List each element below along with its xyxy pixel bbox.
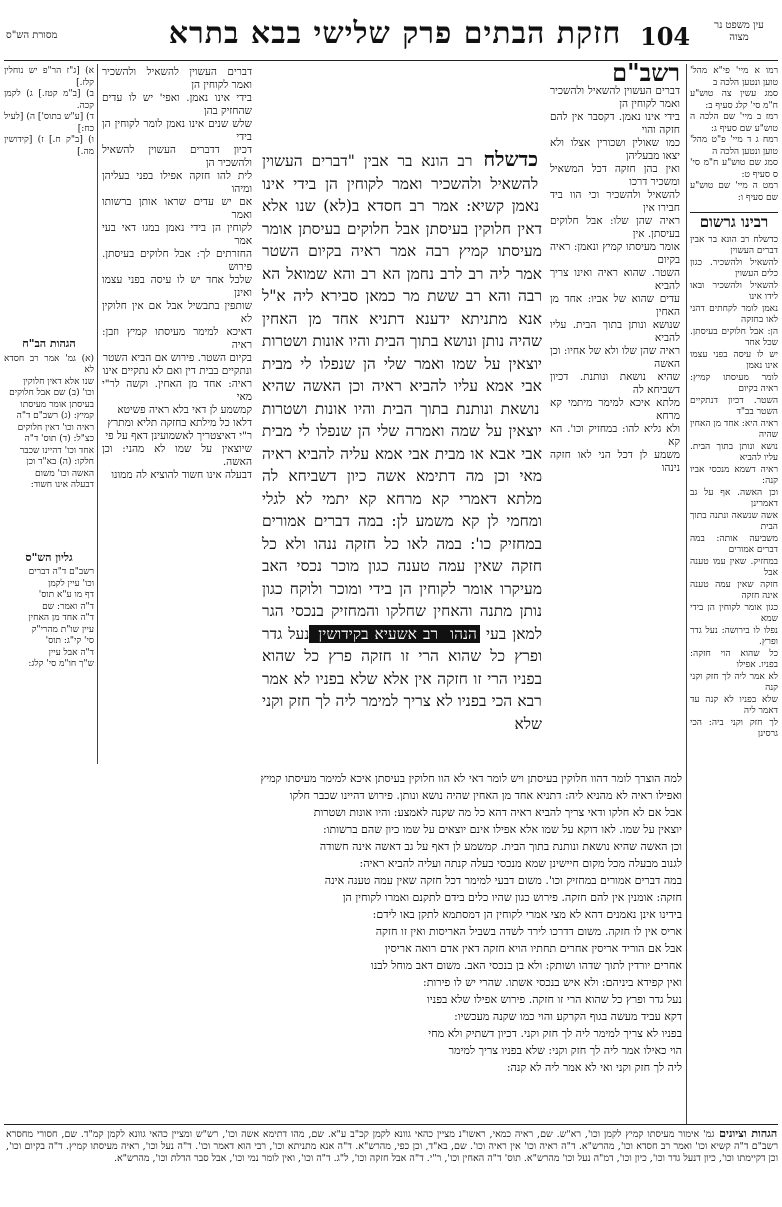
ein-mishpat-line: סמג שם טוש"ע ח"מ סי' ס סעיף ט: xyxy=(690,158,778,180)
gilyon-line: סי' קי"ג: תוס' xyxy=(45,636,94,646)
tosafot-line: ר"י דאיצטריך לאשמועינן דאף על פי xyxy=(105,430,252,442)
rabbeinu-line: במחזיק. שאין עמו טענה אבל xyxy=(690,556,778,578)
rashi-column xyxy=(550,58,680,766)
lower-commentary-line: חזקה: אומנין אין להם חזקה. פירוש כגון שהיו כלים בידם לתקנם ואמרו לקוחין הן xyxy=(342,891,682,904)
gemara-line: כגון נותן מתנה והאחין שחלקו והמחזיק xyxy=(262,579,543,620)
gemara-main-text xyxy=(262,147,543,733)
hagahot-line: האשה וכו' משום xyxy=(35,468,94,479)
gemara-line: שמואל הא רבה והא רב ששת מר כמאן xyxy=(262,264,542,305)
rashi-line: להשאיל ולהשכיר וכי הוו ביד חבירו אין xyxy=(550,189,680,214)
rashi-line: ראיה שהן שלו ולא של אחיו: וכן האשה xyxy=(550,345,680,370)
gemara-line: מבית אבי אבא או מבית אבי אמא עליה xyxy=(262,422,543,463)
hagahot-line: כצ"ל: (ד) תוס' ד"ה xyxy=(24,434,94,444)
lower-commentary-line: ליה לך חזק וקני ואי לא אמר ליה לא קנה: xyxy=(506,1061,682,1074)
gemara-line: אומר לקוחין הן בידי ומוכר ולוקח xyxy=(282,579,493,598)
hagahot-line: אחד וכו' דהיינו שכבר xyxy=(19,445,94,456)
ein-mishpat-column xyxy=(690,66,778,1126)
rabbeinu-line: נושא ונותן בתוך הבית. עליו להביא xyxy=(690,441,778,463)
rabbeinu-gershom-title: רבינו גרשום xyxy=(699,213,769,231)
tosafot-line: שיוצאין על שמו לא מהני: וכן האשה. xyxy=(102,443,252,468)
gemara-line: פרץ כל שהוא בפניו הרי זו חזקה xyxy=(262,647,542,688)
tosafot-line: לקוחין הן בידי נאמן במגו דאי בעי אמר xyxy=(102,222,252,247)
gemara-line: אומר מעיסתו קמיץ רבה אמר ראיה בקיום xyxy=(262,219,542,260)
gilyon-line: עיין שו"ת מהרי"ק xyxy=(31,624,94,635)
rashi-line: אומר מעיסתו קמיץ ונאמן: ראיה בקיום xyxy=(550,241,680,266)
ein-mishpat-line: רמח ג ד מיי' פ"ט מהל' טוען ונטען הלכה ה xyxy=(690,135,778,157)
rabbeinu-line: לומר מעיסתו קמיץ: ראיה בקיום xyxy=(690,372,778,394)
ein-mishpat-header-label: עין משפט נר מצוה xyxy=(714,20,764,43)
rashi-line: ולא גליא להו: במחזיק וכו'. הא קא xyxy=(550,423,680,448)
masoret-line: ב) [ב"מ קטז.] ג) לקמן קכה. xyxy=(4,89,94,111)
ein-mishpat-line: רמז ב מיי' שם הלכה ה טוש"ע שם סעיף ג: xyxy=(690,112,778,134)
gemara-line: השטר אמר ליה רב לרב נחמן הא רב והא xyxy=(262,242,542,283)
gemara-line: רב הונא בר אבין "דברים העשוין xyxy=(262,152,473,170)
gemara-line: בפניו לא צריך למימר ליה לך חזק וקני xyxy=(262,692,487,710)
rabbeinu-line: כדשלח רב הונא בר אבין דברים העשוין xyxy=(690,234,778,256)
hagahot-line: חלקו: (ה) בא"ד וכן xyxy=(26,457,94,467)
footer-note: גמ' אימור מעיסתו קמיץ לקמן וכו', רא"ש. שם, ראיה כמאי, ראשו"נ מציין כהאי גוונא לקמן קכ"ב ע"א. שם, מהו דתימא אשה וכו', רש"ש ומציין כהאי גוונא לקמן קמ"ד. שם, חסורי מחסרא xyxy=(6,1129,715,1140)
rashi-line: כמו שאולין ושכורין אצלו ולא יצאו מבעליהן xyxy=(550,137,680,162)
tosafot-line: דלאו כל מילתא בחזקה תליא ומתרץ xyxy=(107,417,252,429)
column-divider xyxy=(97,64,98,764)
hagahot-line: וכו' (ב) שם אבל חלוקים xyxy=(9,388,94,398)
hagahot-line: דבעלה אינו חשוד: xyxy=(30,480,94,490)
gemara-line: הבית והיו אונות ושטרות יוצאין על שמו xyxy=(262,332,542,373)
tosafot-line: שותפין בתבשיל אבל אם אין חלוקין לא xyxy=(102,300,252,325)
lower-commentary-line: ואפילו ראיה לא מהניא ליה: דתניא אחד מן האחין שהיה נושא ונותן. פירוש דהיינו שכבר חלקו xyxy=(289,789,682,802)
footer-note: מעיסתו קמיץ. ד"ה בקיום וכו', וכן דקיימתו וכו', כיון דנעל גדר וכו', כיון וכו', דמ"ה נעל וכו' מהרש"א. תוס' ד"ה האחין וכו', ר"י. ד"ה אבל חזקה וכו', ל"ג. ד"ה xyxy=(6,1141,778,1164)
page-number: 104 xyxy=(640,22,691,51)
tosafot-line: דבעלה אינו חשוד להוציא לה ממונו xyxy=(111,469,252,481)
tosafot-line: שלש שנים אינו נאמן לומר לקוחין הן בידי xyxy=(102,118,252,143)
lower-commentary-line: אבל אם לא חלקו ודאי צריך להביא ראיה דהא כל מה שקנה לאמצע: והיו אונות ושטרות xyxy=(313,806,682,819)
rabbeinu-line: השטר. דכיון דנתקיים השטר בב"ד xyxy=(690,395,778,417)
gemara-line: לאו כל חזקה ננהו ולא כל חזקה שאין עמה xyxy=(262,534,543,575)
rabbeinu-line: הן: אבל חלוקים בעיסתן. שכל אחד xyxy=(690,326,778,348)
gemara-line: ונותנת בתוך הבית והיו אונות ושטרות xyxy=(262,399,494,418)
lower-commentary-line: ואין קפידא ביניהם: ולא איש בנכסי אשתו. שהרי יש לו פירות: xyxy=(423,976,682,989)
gemara-opening-word: כדשלח xyxy=(472,147,539,171)
tosafot-line: דאיכא למימר מעיסתו קמיץ וזבן: ראיה xyxy=(102,326,252,351)
rabbeinu-line: להשאיל ולהשכיר. כגון כלים העשוין xyxy=(690,257,778,279)
hagahot-line: (א) גמ' אמר רב חסדא לא xyxy=(4,353,94,375)
lower-commentary-line: לגנוב מבעלה מכל מקום חיישינן שמא מנכסי בעלה קנתה ועליה להביא ראיה: xyxy=(359,857,682,870)
hagahot-title: הגהות הב"ח xyxy=(22,337,76,350)
gilyon-line: ד"ה אבל עיין xyxy=(48,647,94,658)
tosafot-column xyxy=(102,66,252,766)
tosafot-line: דכיון דדברים העשוין להשאיל ולהשכיר הן xyxy=(102,144,252,169)
hagahot-line: קמיץ: (ג) רשב"ם ד"ה xyxy=(16,411,94,421)
lower-commentary-line: בידינו אינן נאמנים דהא לא מצי אמרי לקוחין הן דמסתמא לתקן באו לידם: xyxy=(372,908,682,921)
masoret-column xyxy=(4,66,94,746)
tosafot-line: אם יש עדים שראו אותן ברשותו ואמר xyxy=(102,196,252,221)
rabbeinu-line: לא אמר ליה לך חזק וקני קנה xyxy=(690,671,778,693)
gilyon-line: וכו' עיין לקמן xyxy=(48,578,94,589)
lower-commentary-line: הוי כאילו אמר ליה לך חזק וקני: שלא בפניו צריך למימר xyxy=(448,1044,682,1057)
hagahot-line: בעיסתן אומר מעיסתו xyxy=(20,399,94,410)
lower-commentary-line: בפניו לא צריך למימר ליה לך חזק וקני. דכיון דשתיק ולא מחי xyxy=(428,1027,682,1040)
tosafot-line: ראיה: אחד מן האחין. וקשה לר"י מאי xyxy=(102,378,252,403)
rabbeinu-line: ראיה היא: אחד מן האחין שהיה xyxy=(689,418,778,440)
masoret-line: ו) [ב"ק ח.] ז) [קידושין מה.] xyxy=(4,135,94,157)
rashi-line: דברים העשוין להשאיל ולהשכיר ואמר לקוחין הן xyxy=(550,85,680,110)
tosafot-line: קמשמע לן דאי בלא ראיה פשיטא xyxy=(117,404,252,416)
rabbeinu-line: וכן האשה. אף על גב דאמרינן xyxy=(690,487,778,509)
lower-commentary-line: אבל אם הוריד אריסין אחרים תחתיו הויא חזקה דאין אדם רואה אריסין xyxy=(384,942,682,955)
gilyon-line: רשב"ם ד"ה דברים xyxy=(28,567,94,577)
tosafot-line: ונתקיים בבית דין ואם לא נתקיים אינו xyxy=(102,365,252,377)
tosafot-line: דברים העשוין להשאיל ולהשכיר ואמר לקוחין הן xyxy=(102,66,252,91)
gilyon-line: ד"ה ואמר: שם xyxy=(42,601,94,612)
gilyon-line: ד"ה אחד מן האחין xyxy=(28,613,94,623)
gemara-line: אין אלא שלא בפניו לא אמר רבא הכי xyxy=(262,669,542,710)
rashi-line: ואין בהן חזקה דכל המשאיל ומשכיר דרכו xyxy=(550,163,680,188)
footer-note: וכו', ואין לומר נמי וכו', אבל סבר הדלת וכו', מהרש"א. xyxy=(113,1153,314,1164)
rashi-line: השטר. שהוא ראיה ואינו צריך להביא xyxy=(550,267,680,292)
ein-mishpat-line: סמג עשין צה טוש"ע ח"מ סי' קלג סעיף ב: xyxy=(690,89,778,111)
rashi-opening: רשב"ם xyxy=(612,58,680,87)
tosafot-line: בקיום השטר. פירוש אם הביא השטר xyxy=(102,352,252,364)
rashi-line: בידי אינו נאמן. דקסבר אין להם חזקה והוי xyxy=(550,111,680,136)
rabbeinu-line: שלא בפניו לא קנה עד דאמר ליה xyxy=(690,694,778,716)
gemara-line: דברים אמורים במחזיק כו': במה xyxy=(262,512,542,553)
gemara-line: יוצאין על שמה ואמרה שלי הן שנפלו לי xyxy=(292,422,542,440)
ein-mishpat-line: רמו א מיי' פי"א מהל' טוען ונטען הלכה ב xyxy=(690,66,778,88)
gemara-line: סבירא ליה א"ל אנא מתניתא ידענא דתניא xyxy=(262,287,542,328)
ein-mishpat-line: רמט ה מיי' שם טוש"ע שם סעיף ו: xyxy=(690,181,778,203)
rashi-line: שנושא ונותן בתוך הבית. עליו להביא xyxy=(550,319,680,344)
lower-commentary-line: וכן האשה שהיא נושאת ונותנת בתוך הבית. קמשמע לן דאף על גב דאשה אינה חשודה xyxy=(319,840,682,853)
tosafot-line: בידי אינו נאמן. ואפי' יש לו עדים שהחזיק בהן xyxy=(102,92,252,117)
gilyon-line: דף מו ע"א תוס' xyxy=(38,590,94,600)
gemara-line: להביא ראיה וכן האשה שהיא נושאת xyxy=(262,377,540,418)
rabbeinu-line: נפלו לו בירושה: נעל גדר ופרץ. xyxy=(690,625,778,647)
hagahot-line: ראיה וכו' דאין חלוקים xyxy=(17,422,94,433)
rabbeinu-line: ראיה דשמא מנכסי אביו קנה: xyxy=(690,464,778,486)
lower-commentary xyxy=(102,770,682,1110)
gemara-line: אחד מן האחין שהיה נותן ונושא בתוך xyxy=(262,309,542,350)
tosafot-line: לית להו חזקה אפילו בפני בעליהן ומיהו xyxy=(102,170,252,195)
lower-commentary-line: יוצאין על שמו. לאו דוקא על שמו אלא אפילו אינם יוצאים על שמו כיון שהם ברשותו: xyxy=(322,823,682,836)
rashi-line: שהיא נושאת ונותנת. דכיון דשביחא לה xyxy=(550,371,680,396)
footer-notes xyxy=(6,1128,778,1202)
rabbeinu-line: אשה שנשאה ונתנה בתוך הבית xyxy=(690,510,778,532)
rabbeinu-line: לך חזק וקני ביה: הכי גרסינן xyxy=(690,717,778,739)
masoret-line: ד) [ע"ש בתוס'] ה) [לעיל כח:] xyxy=(4,112,94,134)
lower-commentary-line: אחרים יורדין לתוך שדהו ושותק: ולא בן בנכסי האב. משום דאב מוחל לבנו xyxy=(370,959,682,972)
gemara-line: דאין חלוקין בעיסתן אבל חלוקים בעיסתן xyxy=(292,219,542,238)
lower-commentary-line: במה דברים אמורים במחזיק וכו'. משום דבעי למימר דכל חזקה שאין עמה טענה אינה xyxy=(324,874,682,887)
gemara-line: דשביחא לה מלתא דאמרי קא מרחא קא xyxy=(262,467,542,508)
rashi-line: ראיה שהן שלו: אבל חלוקים בעיסתן. אין xyxy=(550,215,680,240)
gilyon-line: ש"ך חו"מ סי' קלג: xyxy=(28,659,94,669)
rabbeinu-line: להשאיל ולהשכיר ובאו לידו אינו xyxy=(690,280,778,302)
rashi-line: משמע לן דכל הני לאו חזקה נינהו xyxy=(550,449,680,474)
rashi-line: מלתא איכא למימר מיתמי קא מרחא xyxy=(550,397,680,422)
mishnah-label: הנהו xyxy=(441,625,480,643)
gemara-line: טענה כגון מוכר נכסי האב מעיקרו xyxy=(262,557,543,598)
rabbeinu-line: כגון אומר לקוחין הן בידי שמא xyxy=(690,602,778,624)
footer-notes-title: הגהות וציונים xyxy=(714,1127,778,1140)
gemara-line: נאמן קשיא: אמר רב חסדא ב(לא) שנו אלא xyxy=(262,197,540,215)
masoret-header-label: מסורת הש"ס xyxy=(6,30,58,41)
gemara-line: יתמי לא לגלי ומחמי לן קא משמע לן: במה xyxy=(262,489,542,530)
rabbeinu-line: חזקה שאין עמה טענה אינה חזקה xyxy=(690,579,778,601)
gilyon-title: גליון הש"ס xyxy=(25,550,73,564)
footer-note: רשב"ם ד"ה קשיא וכו' ואמר רב חסדא וכו', מהרש"א. ד"ה ראיה וכו' אין ראיה וכו'. שם, בא"ד, וכן כפי, מהרש"א. ד"ה אנא מתניתא וכו', רבי הוא דאמר וכו'. ד"ה נעל וכו', ראיה xyxy=(117,1141,778,1152)
gemara-line: להביא ראיה מאי וכן מה דתימא אשה כיון xyxy=(262,444,543,485)
masoret-line: א) [ג"ז הר"פ יש נוחלין קלז.] xyxy=(4,66,94,88)
rabbeinu-line: כל שהוא הוי חזקה: בפניו. אפילו xyxy=(690,648,778,670)
lower-commentary-line: דקא עביד מעשה בגוף הקרקע והוי כמו שקנה מעכשיו: xyxy=(454,1010,682,1023)
page-title: חזקת הבתים פרק שלישי בבא בתרא xyxy=(168,16,622,51)
lower-commentary-line: נעל גדר ופרץ כל שהוא הרי זו חזקה. פירוש אפילו שלא בפניו xyxy=(426,993,682,1006)
footer-divider xyxy=(4,1124,778,1125)
lower-commentary-line: אריס אין לו חזקה. משום דדרכו לירד לשדה בשביל האריסות ואין זו חזקה xyxy=(375,925,682,938)
column-divider xyxy=(686,64,687,1124)
lower-commentary-line: למה הוצרך לומר דהוו חלוקין בעיסתן ויש לומר דאי לא הוו חלוקין בעיסתן איכא למימר מעיסתו קמיץ xyxy=(260,772,682,785)
gemara-line: נעל גדר ופרץ כל שהוא הרי זו חזקה xyxy=(262,624,542,665)
gemara-line: בנכסי הגר למאן בעי xyxy=(262,602,542,643)
hagahot-line: שנו אלא דאין חלוקין xyxy=(23,376,94,387)
highlighted-phrase: רב אשעיא בקידושין xyxy=(309,625,441,643)
gemara-line: להשאיל ולהשכיר ואמר לקוחין הן בידי אינו xyxy=(262,174,539,193)
rabbeinu-line: יש לו עיסה בפני עצמו אינו נאמן xyxy=(690,349,778,371)
gemara-line: ואמר שלי הן שנפלו לי מבית אבי אמא עליו xyxy=(262,354,542,395)
tosafot-line: החזרתים לך: אבל חלוקים בעיסתן. פירוש xyxy=(102,248,252,273)
tosafot-line: שלכל אחד יש לו עיסה בפני עצמו ואינן xyxy=(102,274,252,299)
rabbeinu-line: נאמן לומר לקחתים דהני לאו בחזקה xyxy=(690,303,778,325)
rashi-line: עדים שהוא של אביו: אחד מן האחין xyxy=(550,293,680,318)
rabbeinu-line: משביעה אותה: במה דברים אמורים xyxy=(690,533,778,555)
section-divider xyxy=(690,212,778,213)
gemara-line: שלא xyxy=(514,714,542,733)
